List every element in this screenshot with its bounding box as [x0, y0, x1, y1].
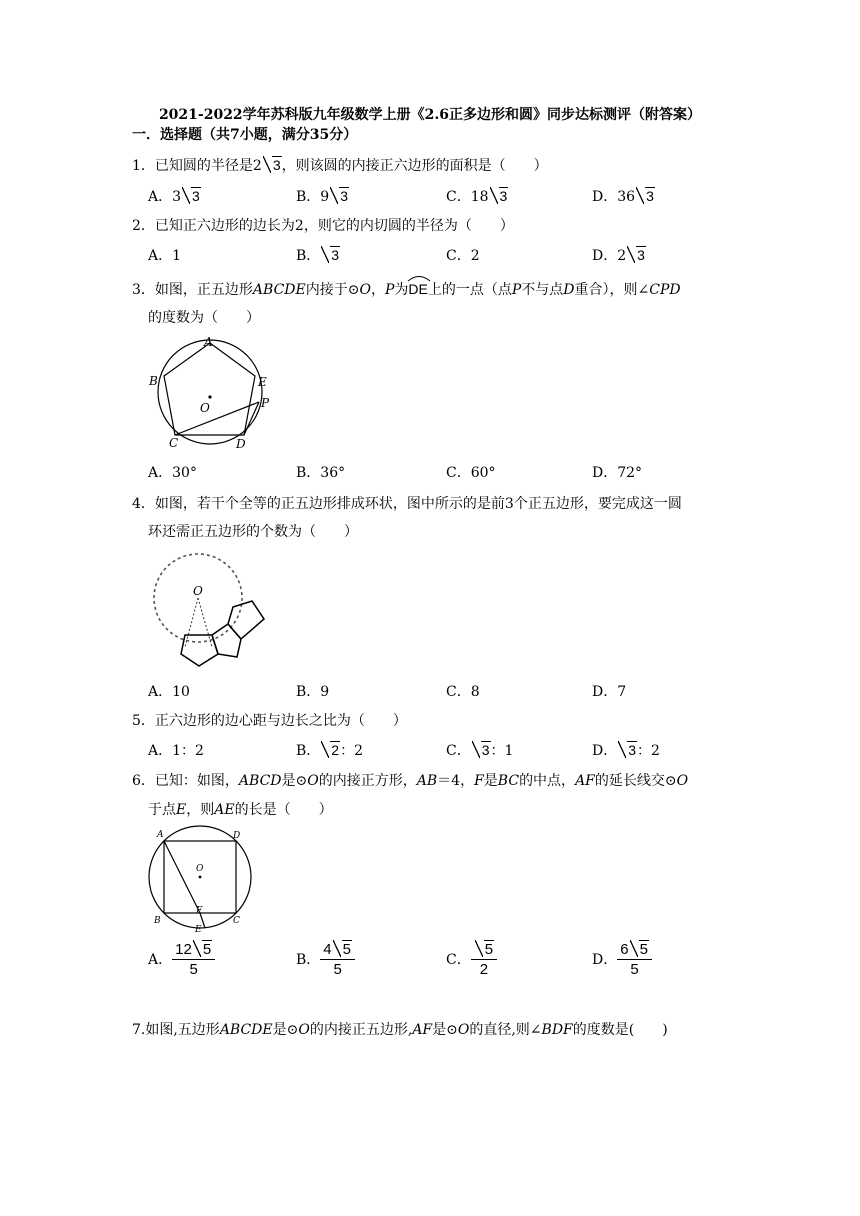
label-c: C: [233, 916, 240, 926]
question-4-line2: 环还需正五边形的个数为（ ）: [148, 524, 358, 540]
sqrt-symbol: 3: [490, 188, 509, 205]
arc-notation: DE: [408, 281, 427, 297]
option-a[interactable]: A．3 3: [148, 188, 200, 205]
label-b: B: [149, 374, 158, 388]
sqrt-symbol: 5: [333, 941, 352, 958]
option-a[interactable]: A．10: [148, 684, 190, 700]
sqrt-symbol: 3: [263, 157, 282, 174]
sqrt-symbol: 5: [630, 941, 649, 958]
option-d[interactable]: D．72°: [592, 465, 643, 481]
question-3: 3．如图，正五边形ABCDE内接于⊙O，P为 DE上的一点（点P不与点D重合），则∠CPD: [132, 279, 681, 299]
label-d: D: [233, 831, 241, 841]
figure-square-in-circle: [145, 822, 255, 938]
question-1: [132, 155, 548, 175]
label-e: E: [258, 375, 267, 389]
label-o: O: [196, 864, 204, 874]
option-d[interactable]: D． $\frac{6 5}{5}$: [592, 941, 652, 979]
label-c: C: [169, 436, 179, 450]
sqrt-symbol: 3: [182, 188, 201, 205]
question-7: 7.如图,五边形ABCDE是⊙O的内接正五边形,AF是⊙O的直径,则∠BDF的度数是( ): [132, 1022, 668, 1038]
section-heading: 一．选择题（共7小题，满分35分）: [132, 127, 358, 143]
sqrt-symbol: 2: [321, 742, 340, 759]
sqrt-symbol: 3: [627, 247, 646, 264]
question-text: 已知圆的半径是2: [154, 158, 262, 174]
label-e: E: [195, 925, 202, 935]
label-a: A: [157, 830, 164, 840]
sqrt-symbol: 3: [472, 742, 491, 759]
option-b[interactable]: B． $\frac{4 5}{5}$: [296, 941, 355, 979]
option-d[interactable]: D． 3：2: [592, 742, 660, 759]
label-a: A: [204, 335, 213, 349]
option-d[interactable]: D．36 3: [592, 188, 654, 205]
question-5: 5．正六边形的边心距与边长之比为（ ）: [132, 713, 407, 729]
option-d[interactable]: D．7: [592, 684, 627, 700]
question-3-line2: 的度数为（ ）: [148, 310, 260, 326]
figure-pentagon-in-circle: [140, 330, 290, 455]
question-number: 1．: [132, 158, 155, 174]
option-c[interactable]: C．18 3: [446, 188, 508, 205]
question-text: ，则该圆的内接正六边形的面积是（ ）: [281, 158, 548, 174]
option-a[interactable]: A．1: [148, 248, 182, 264]
option-a[interactable]: A． $\frac{12 5}{5}$: [148, 941, 215, 979]
label-p: P: [261, 396, 270, 410]
arc-mark-icon: [407, 274, 431, 282]
label-b: B: [154, 916, 161, 926]
option-b[interactable]: B． 3: [296, 247, 340, 264]
question-6: 6．已知：如图，ABCD是⊙O的内接正方形，AB＝4，F是BC的中点，AF的延长线交⊙O: [132, 773, 689, 789]
option-b[interactable]: B．9: [296, 684, 330, 700]
label-d: D: [236, 437, 246, 451]
option-c[interactable]: C． 3：1: [446, 742, 514, 759]
question-6-line2: 于点E，则AE的长是（ ）: [148, 802, 333, 818]
sqrt-symbol: 3: [330, 188, 349, 205]
option-b[interactable]: B．9 3: [296, 188, 349, 205]
sqrt-symbol: 5: [475, 941, 494, 958]
option-c[interactable]: C．2: [446, 248, 480, 264]
option-c[interactable]: C．60°: [446, 465, 496, 481]
label-f: F: [196, 906, 203, 916]
option-a[interactable]: A．1：2: [148, 743, 204, 759]
figure-pentagon-ring: [140, 545, 280, 673]
label-o: O: [200, 401, 210, 415]
question-text: 已知正六边形的边长为2，则它的内切圆的半径为（ ）: [154, 218, 514, 234]
option-b[interactable]: B．36°: [296, 465, 346, 481]
option-c[interactable]: C．8: [446, 684, 480, 700]
option-c[interactable]: C． $\frac{5}{2}$: [446, 941, 497, 979]
page-title: 2021-2022学年苏科版九年级数学上册《2.6正多边形和圆》同步达标测评（附答案）: [158, 107, 702, 123]
option-d[interactable]: D．2 3: [592, 247, 645, 264]
option-a[interactable]: A．30°: [148, 465, 197, 481]
question-4: 4．如图，若干个全等的正五边形排成环状，图中所示的是前3个正五边形，要完成这一圆: [132, 496, 682, 512]
sqrt-symbol: 3: [321, 247, 340, 264]
option-b[interactable]: B． 2：2: [296, 742, 364, 759]
label-o: O: [193, 584, 203, 598]
sqrt-symbol: 3: [636, 188, 655, 205]
sqrt-symbol: 5: [193, 941, 212, 958]
question-2: [132, 215, 514, 235]
question-number: 2．: [132, 218, 155, 234]
sqrt-symbol: 3: [618, 742, 637, 759]
